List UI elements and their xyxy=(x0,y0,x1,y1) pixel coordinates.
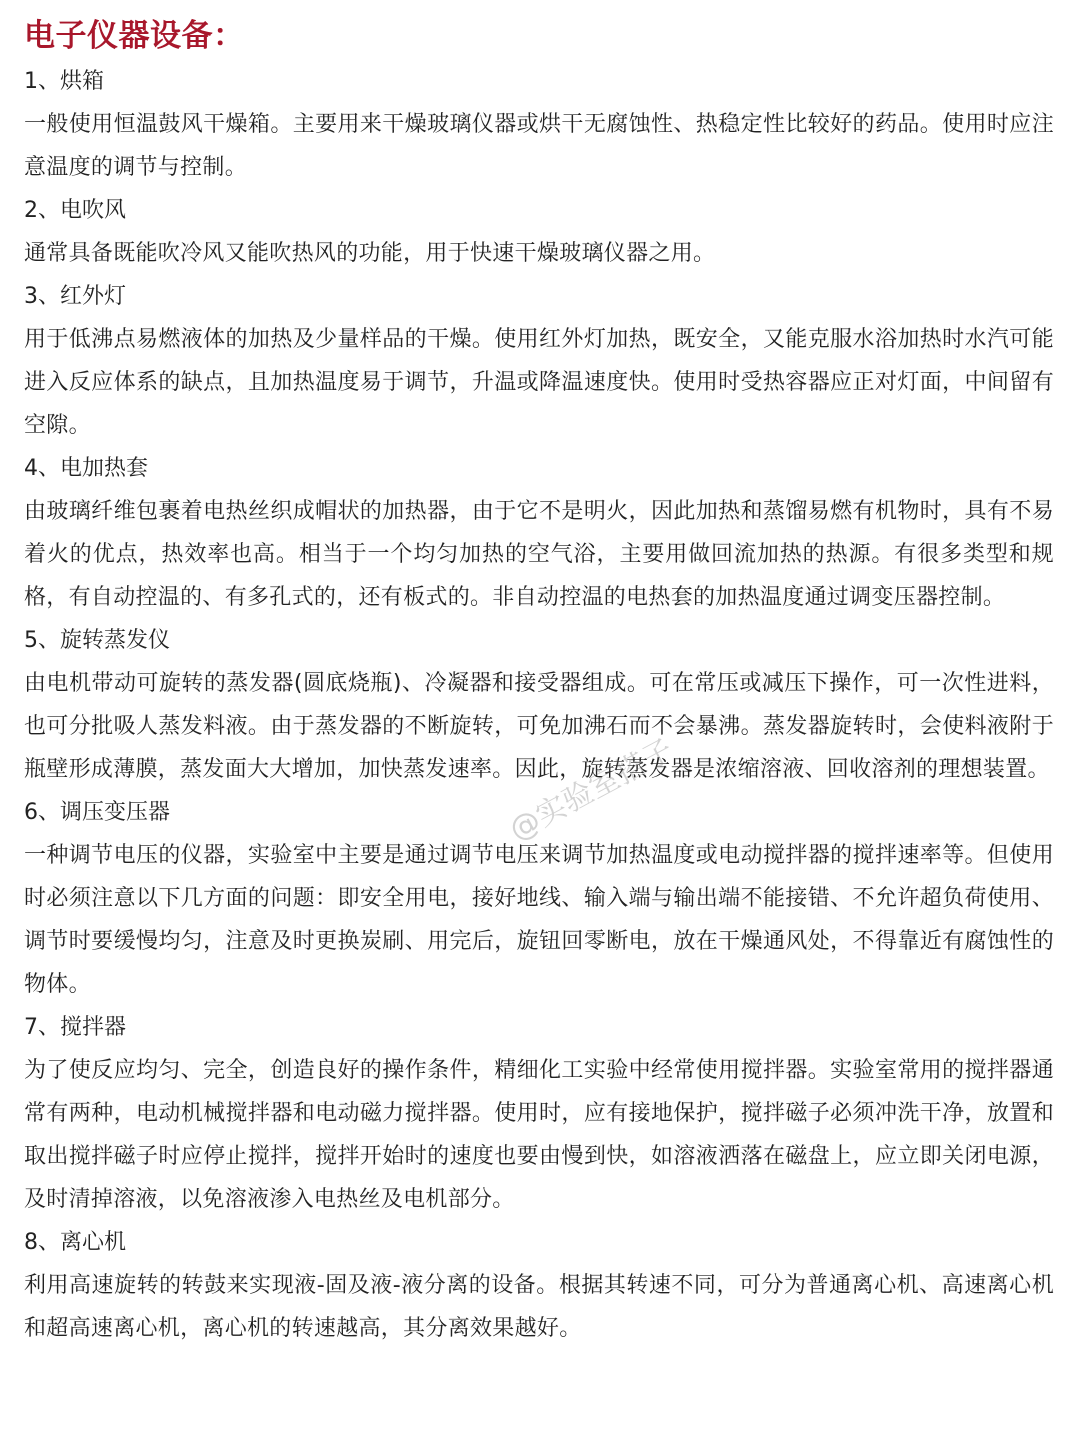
section-heading: 2、电吹风 xyxy=(24,198,126,223)
section-heading: 7、搅拌器 xyxy=(24,1015,126,1040)
page-title: 电子仪器设备： xyxy=(24,18,245,54)
section-heading: 4、电加热套 xyxy=(24,456,148,481)
section-heading: 1、烘箱 xyxy=(24,69,104,94)
section-heading: 3、红外灯 xyxy=(24,284,126,309)
section-variac xyxy=(24,791,1054,1006)
section-heading: 8、离心机 xyxy=(24,1230,126,1255)
section-body: 由玻璃纤维包裹着电热丝织成帽状的加热器，由于它不是明火，因此加热和蒸馏易燃有机物时，具有不易着火的优点，热效率也高。相当于一个均匀加热的空气浴，主要用做回流加热的热源。有很多类型和规格，有自动控温的、有多孔式的，还有板式的。非自动控温的电热套的加热温度通过调变压器控制。 xyxy=(24,499,1054,610)
section-centrifuge xyxy=(24,1221,1054,1350)
section-body: 由电机带动可旋转的蒸发器(圆底烧瓶)、冷凝器和接受器组成。可在常压或减压下操作，可一次性进料，也可分批吸人蒸发料液。由于蒸发器的不断旋转，可免加沸石而不会暴沸。蒸发器旋转时，会使料液附于瓶壁形成薄膜，蒸发面大大增加，加快蒸发速率。因此，旋转蒸发器是浓缩溶液、回收溶剂的理想装置。 xyxy=(24,671,1054,782)
section-heading: 5、旋转蒸发仪 xyxy=(24,628,170,653)
section-body: 利用高速旋转的转鼓来实现液-固及液-液分离的设备。根据其转速不同，可分为普通离心机、高速离心机和超高速离心机，离心机的转速越高，其分离效果越好。 xyxy=(24,1273,1054,1341)
section-infrared-lamp xyxy=(24,275,1054,447)
section-oven xyxy=(24,60,1054,189)
section-hair-dryer xyxy=(24,189,1054,275)
section-body: 一般使用恒温鼓风干燥箱。主要用来干燥玻璃仪器或烘干无腐蚀性、热稳定性比较好的药品。使用时应注意温度的调节与控制。 xyxy=(24,112,1054,180)
section-heading: 6、调压变压器 xyxy=(24,800,170,825)
section-heating-mantle xyxy=(24,447,1054,619)
watermark: @实验室搭子 xyxy=(503,732,680,848)
section-body: 通常具备既能吹冷风又能吹热风的功能，用于快速干燥玻璃仪器之用。 xyxy=(24,241,716,266)
section-body: 为了使反应均匀、完全，创造良好的操作条件，精细化工实验中经常使用搅拌器。实验室常用的搅拌器通常有两种，电动机械搅拌器和电动磁力搅拌器。使用时，应有接地保护，搅拌磁子必须冲洗干净，放置和取出搅拌磁子时应停止搅拌，搅拌开始时的速度也要由慢到快，如溶液洒落在磁盘上，应立即关闭电源，及时清掉溶液，以免溶液渗入电热丝及电机部分。 xyxy=(24,1058,1054,1212)
section-body: 用于低沸点易燃液体的加热及少量样品的干燥。使用红外灯加热，既安全，又能克服水浴加热时水汽可能进入反应体系的缺点，且加热温度易于调节，升温或降温速度快。使用时受热容器应正对灯面，中间留有空隙。 xyxy=(24,327,1054,438)
section-stirrer xyxy=(24,1006,1054,1221)
section-body: 一种调节电压的仪器，实验室中主要是通过调节电压来调节加热温度或电动搅拌器的搅拌速率等。但使用时必须注意以下几方面的问题：即安全用电，接好地线、输入端与输出端不能接错、不允许超负荷使用、调节时要缓慢均匀，注意及时更换炭刷、用完后，旋钮回零断电，放在干燥通风处，不得靠近有腐蚀性的物体。 xyxy=(24,843,1054,997)
section-rotary-evaporator xyxy=(24,619,1054,791)
